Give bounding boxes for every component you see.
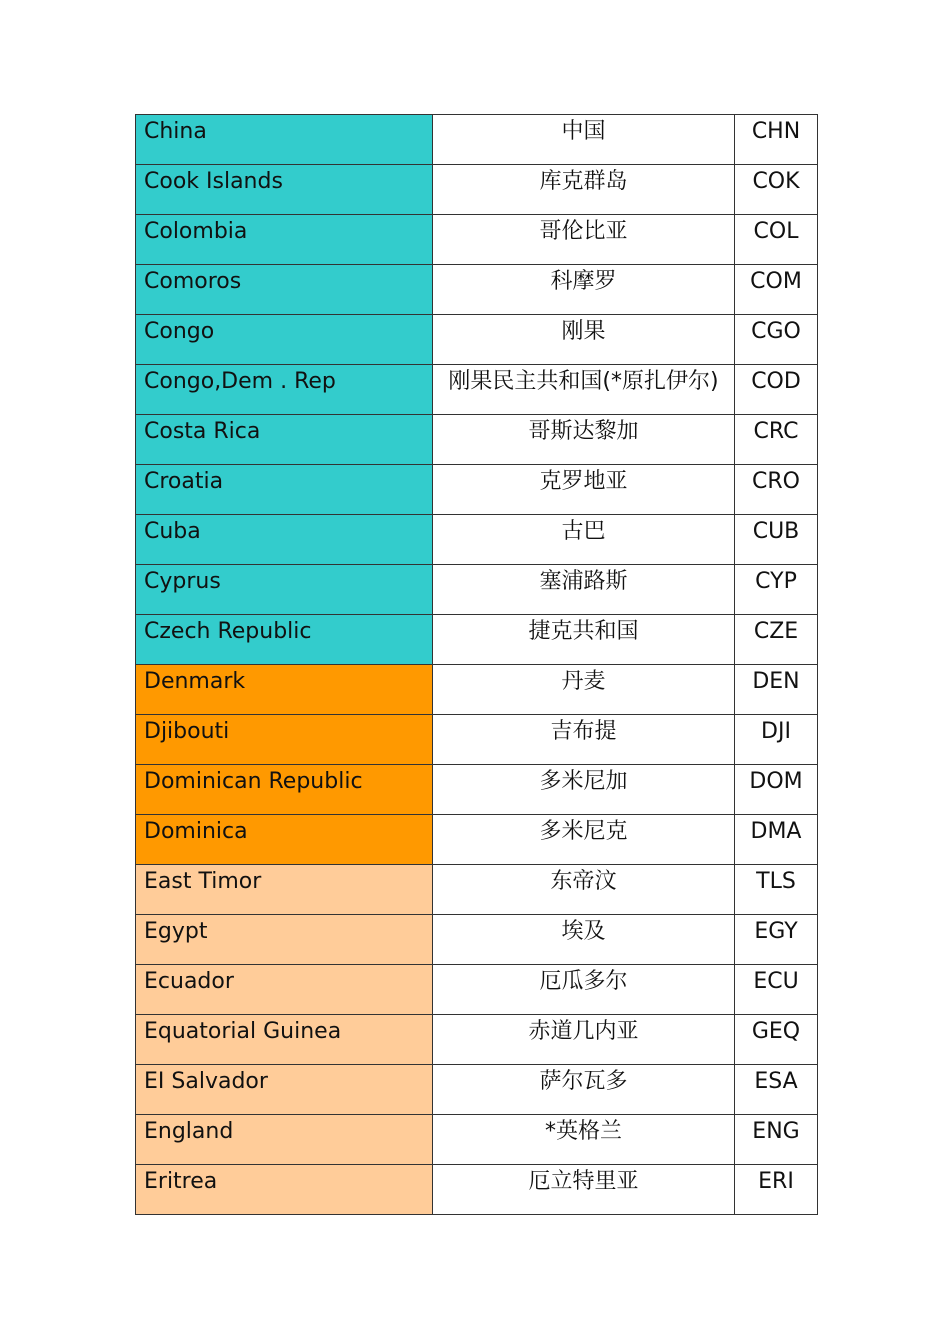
country-english-name: Comoros: [136, 265, 433, 315]
country-code: DEN: [735, 665, 818, 715]
country-english-name: Dominica: [136, 815, 433, 865]
table-row: [136, 865, 818, 915]
country-chinese-name: 厄瓜多尔: [433, 965, 735, 1015]
table-row: [136, 1165, 818, 1215]
table-row: [136, 565, 818, 615]
country-code: CHN: [735, 115, 818, 165]
table-row: [136, 415, 818, 465]
country-chinese-name: 多米尼加: [433, 765, 735, 815]
country-english-name: Cook Islands: [136, 165, 433, 215]
country-code: CZE: [735, 615, 818, 665]
table-row: [136, 215, 818, 265]
country-chinese-name: 科摩罗: [433, 265, 735, 315]
country-code: COL: [735, 215, 818, 265]
table-row: [136, 265, 818, 315]
country-code: DOM: [735, 765, 818, 815]
country-chinese-name: *英格兰: [433, 1115, 735, 1165]
country-chinese-name: 哥斯达黎加: [433, 415, 735, 465]
table-row: [136, 1115, 818, 1165]
country-chinese-name: 中国: [433, 115, 735, 165]
country-english-name: England: [136, 1115, 433, 1165]
table-row: [136, 815, 818, 865]
country-code: ECU: [735, 965, 818, 1015]
country-english-name: Egypt: [136, 915, 433, 965]
table-row: [136, 615, 818, 665]
country-chinese-name: 赤道几内亚: [433, 1015, 735, 1065]
country-code: ESA: [735, 1065, 818, 1115]
country-english-name: EI Salvador: [136, 1065, 433, 1115]
table-row: [136, 1015, 818, 1065]
country-english-name: Dominican Republic: [136, 765, 433, 815]
country-code: COD: [735, 365, 818, 415]
country-chinese-name: 刚果民主共和国(*原扎伊尔): [433, 365, 735, 415]
country-chinese-name: 东帝汶: [433, 865, 735, 915]
table-row: [136, 315, 818, 365]
country-chinese-name: 刚果: [433, 315, 735, 365]
country-code: COK: [735, 165, 818, 215]
country-chinese-name: 厄立特里亚: [433, 1165, 735, 1215]
table-row: [136, 915, 818, 965]
country-english-name: Ecuador: [136, 965, 433, 1015]
country-english-name: Eritrea: [136, 1165, 433, 1215]
country-english-name: Croatia: [136, 465, 433, 515]
country-code: CRC: [735, 415, 818, 465]
country-chinese-name: 吉布提: [433, 715, 735, 765]
country-chinese-name: 库克群岛: [433, 165, 735, 215]
country-english-name: Djibouti: [136, 715, 433, 765]
country-english-name: Cyprus: [136, 565, 433, 615]
country-chinese-name: 埃及: [433, 915, 735, 965]
country-code: CGO: [735, 315, 818, 365]
country-code: CUB: [735, 515, 818, 565]
table-row: [136, 665, 818, 715]
country-english-name: China: [136, 115, 433, 165]
country-english-name: Czech Republic: [136, 615, 433, 665]
country-code: DJI: [735, 715, 818, 765]
country-chinese-name: 丹麦: [433, 665, 735, 715]
country-english-name: Congo,Dem . Rep: [136, 365, 433, 415]
country-code: COM: [735, 265, 818, 315]
country-chinese-name: 古巴: [433, 515, 735, 565]
country-chinese-name: 萨尔瓦多: [433, 1065, 735, 1115]
country-chinese-name: 捷克共和国: [433, 615, 735, 665]
country-english-name: Cuba: [136, 515, 433, 565]
country-chinese-name: 多米尼克: [433, 815, 735, 865]
table-body: [136, 115, 818, 1215]
country-english-name: Equatorial Guinea: [136, 1015, 433, 1065]
country-code: CYP: [735, 565, 818, 615]
country-chinese-name: 塞浦路斯: [433, 565, 735, 615]
country-code: ERI: [735, 1165, 818, 1215]
country-english-name: East Timor: [136, 865, 433, 915]
table-row: [136, 165, 818, 215]
table-row: [136, 465, 818, 515]
country-chinese-name: 哥伦比亚: [433, 215, 735, 265]
table-row: [136, 715, 818, 765]
country-english-name: Denmark: [136, 665, 433, 715]
table-row: [136, 765, 818, 815]
table-row: [136, 515, 818, 565]
country-code-table: [135, 114, 818, 1215]
country-code: CRO: [735, 465, 818, 515]
country-english-name: Costa Rica: [136, 415, 433, 465]
country-english-name: Colombia: [136, 215, 433, 265]
country-code: GEQ: [735, 1015, 818, 1065]
country-english-name: Congo: [136, 315, 433, 365]
table-row: [136, 1065, 818, 1115]
country-code: DMA: [735, 815, 818, 865]
country-code: ENG: [735, 1115, 818, 1165]
table-row: [136, 115, 818, 165]
table-row: [136, 365, 818, 415]
table-row: [136, 965, 818, 1015]
country-code: EGY: [735, 915, 818, 965]
country-chinese-name: 克罗地亚: [433, 465, 735, 515]
country-code: TLS: [735, 865, 818, 915]
